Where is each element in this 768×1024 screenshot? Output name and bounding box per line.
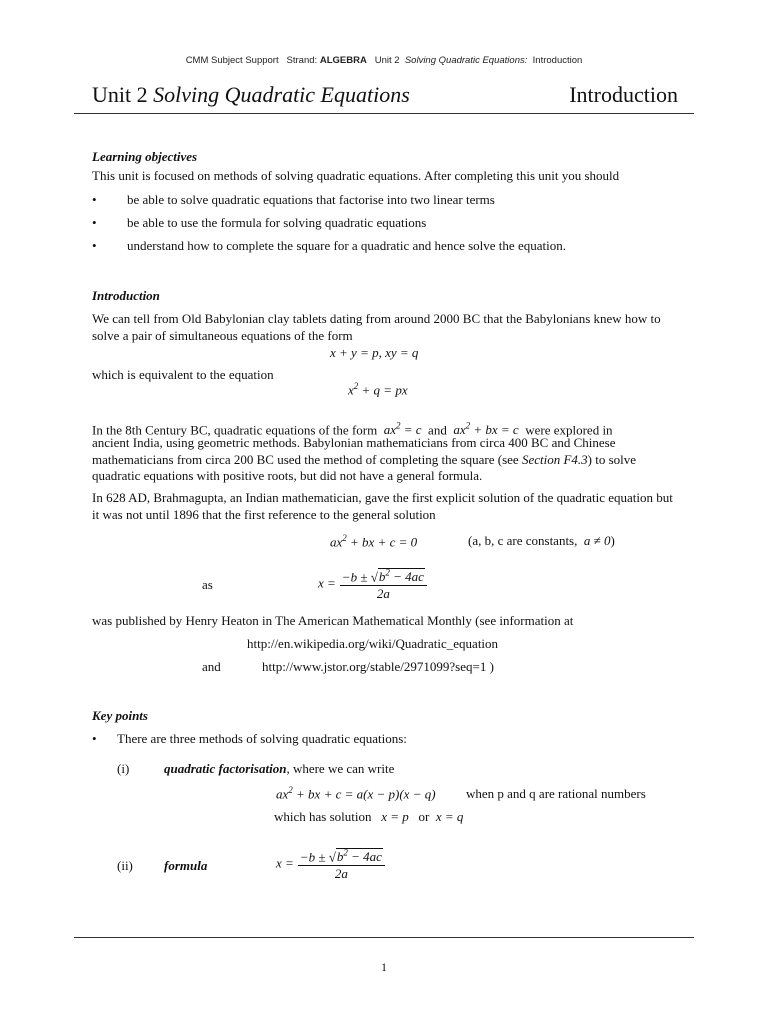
bullet: • xyxy=(92,238,97,253)
footer-rule xyxy=(74,937,694,938)
introduction-heading: Introduction xyxy=(92,288,160,303)
constants-note: (a, b, c are constants, a ≠ 0) xyxy=(468,533,615,548)
method-2-formula: x = $\frac{-b \pm √b^2 - 4ac}{2a}$ xyxy=(276,845,385,882)
intro-paragraph-4: In 628 AD, Brahmagupta, an Indian mathematician, gave the first explicit solution of the quadratic equation but it was not until 1896 that the first reference to the general solution xyxy=(92,490,673,522)
as-label: as xyxy=(202,577,213,592)
intro-paragraph-1: We can tell from Old Babylonian clay tablets dating from around 2000 BC that the Babylonians knew how to solve a pair of simultaneous equations of the form xyxy=(92,311,661,343)
p3-and: and xyxy=(428,422,447,438)
a-not-zero: a ≠ 0 xyxy=(583,533,611,548)
p3-explored: were explored in xyxy=(525,422,613,438)
key-points-heading: Key points xyxy=(92,708,148,723)
constants-text: (a, b, c are constants, xyxy=(468,533,578,548)
intro-paragraph-3-rest xyxy=(92,435,682,485)
section-reference: Section F4.3 xyxy=(521,451,588,467)
intro-paragraph-5: was published by Henry Heaton in The American Mathematical Monthly (see information at xyxy=(92,613,574,628)
title-section: Introduction xyxy=(569,82,678,107)
objective-item: be able to solve quadratic equations that factorise into two linear terms xyxy=(127,192,495,207)
header-strand: ALGEBRA xyxy=(319,55,367,66)
method-1-name: quadratic factorisation xyxy=(164,761,287,776)
method-number-1: (i) xyxy=(117,761,130,776)
equation-form-1: $ax^2 = c$ xyxy=(383,421,422,438)
header-unit-title: Solving Quadratic Equations: xyxy=(404,55,528,66)
or-label: or xyxy=(418,809,430,824)
running-header xyxy=(0,55,768,66)
and-label: and xyxy=(202,659,221,674)
equation-factorised: $ax^2$ + bx + c = a(x − p)(x − q) xyxy=(276,785,436,802)
title-unit: Unit 2 xyxy=(92,82,148,107)
objective-item: understand how to complete the square for a quadratic and hence solve the equation. xyxy=(127,238,566,253)
equation-form-2: $ax^2$ + bx = c xyxy=(453,421,519,438)
method-1-text xyxy=(164,761,394,777)
title-rule xyxy=(74,113,694,114)
method-1-rest: , where we can write xyxy=(286,761,395,776)
bullet: • xyxy=(92,731,97,746)
header-strand-label: Strand: xyxy=(286,55,318,66)
objective-item: be able to use the formula for solving quadratic equations xyxy=(127,215,427,230)
page-number: 1 xyxy=(381,960,387,974)
learning-objectives-intro: This unit is focused on methods of solving quadratic equations. After completing this unit you should xyxy=(92,168,620,183)
formula-label: formula xyxy=(164,858,208,873)
method-2-name xyxy=(164,858,207,874)
intro-paragraph-2: which is equivalent to the equation xyxy=(92,367,274,382)
learning-objectives-heading: Learning objectives xyxy=(92,149,198,164)
p3-body: ancient India, using geometric methods. Babylonian mathematicians from circa 400 BC and Chinese mathematicians from circa 200 BC used the method of completing the square (see xyxy=(92,435,616,467)
equation-simultaneous: x + y = p, xy = q xyxy=(330,345,419,360)
bullet: • xyxy=(92,215,97,230)
p3-start: In the 8th Century BC, quadratic equations of the form xyxy=(92,422,378,438)
key-points-intro: There are three methods of solving quadratic equations: xyxy=(117,731,407,746)
method-1-when: when p and q are rational numbers xyxy=(466,786,646,801)
method-number-2: (ii) xyxy=(117,858,133,873)
bullet: • xyxy=(92,192,97,207)
quadratic-formula: x = $\frac{-b \pm √b^2 - 4ac}{2a}$ xyxy=(318,565,427,602)
method-1-solution xyxy=(274,809,463,825)
p3-end: ) to solve quadratic equations with positive roots, but did not have a general formula. xyxy=(92,451,637,483)
header-unit: Unit 2 xyxy=(374,55,400,66)
solution-label: which has solution xyxy=(274,809,372,824)
solution-q: x = q xyxy=(435,809,464,824)
title-name: Solving Quadratic Equations xyxy=(153,82,410,107)
header-subject: CMM Subject Support xyxy=(185,55,279,66)
solution-p: x = p xyxy=(381,809,409,824)
equation-general: $ax^2$ + bx + c = 0 xyxy=(330,533,418,550)
equation-babylonian: $x^2 + q$ = px xyxy=(348,381,408,398)
link-jstor[interactable]: http://www.jstor.org/stable/2971099?seq=1 ) xyxy=(262,659,494,674)
link-wikipedia[interactable]: http://en.wikipedia.org/wiki/Quadratic_equation xyxy=(247,636,499,651)
header-section: Introduction xyxy=(532,55,583,66)
page-title xyxy=(92,82,410,108)
